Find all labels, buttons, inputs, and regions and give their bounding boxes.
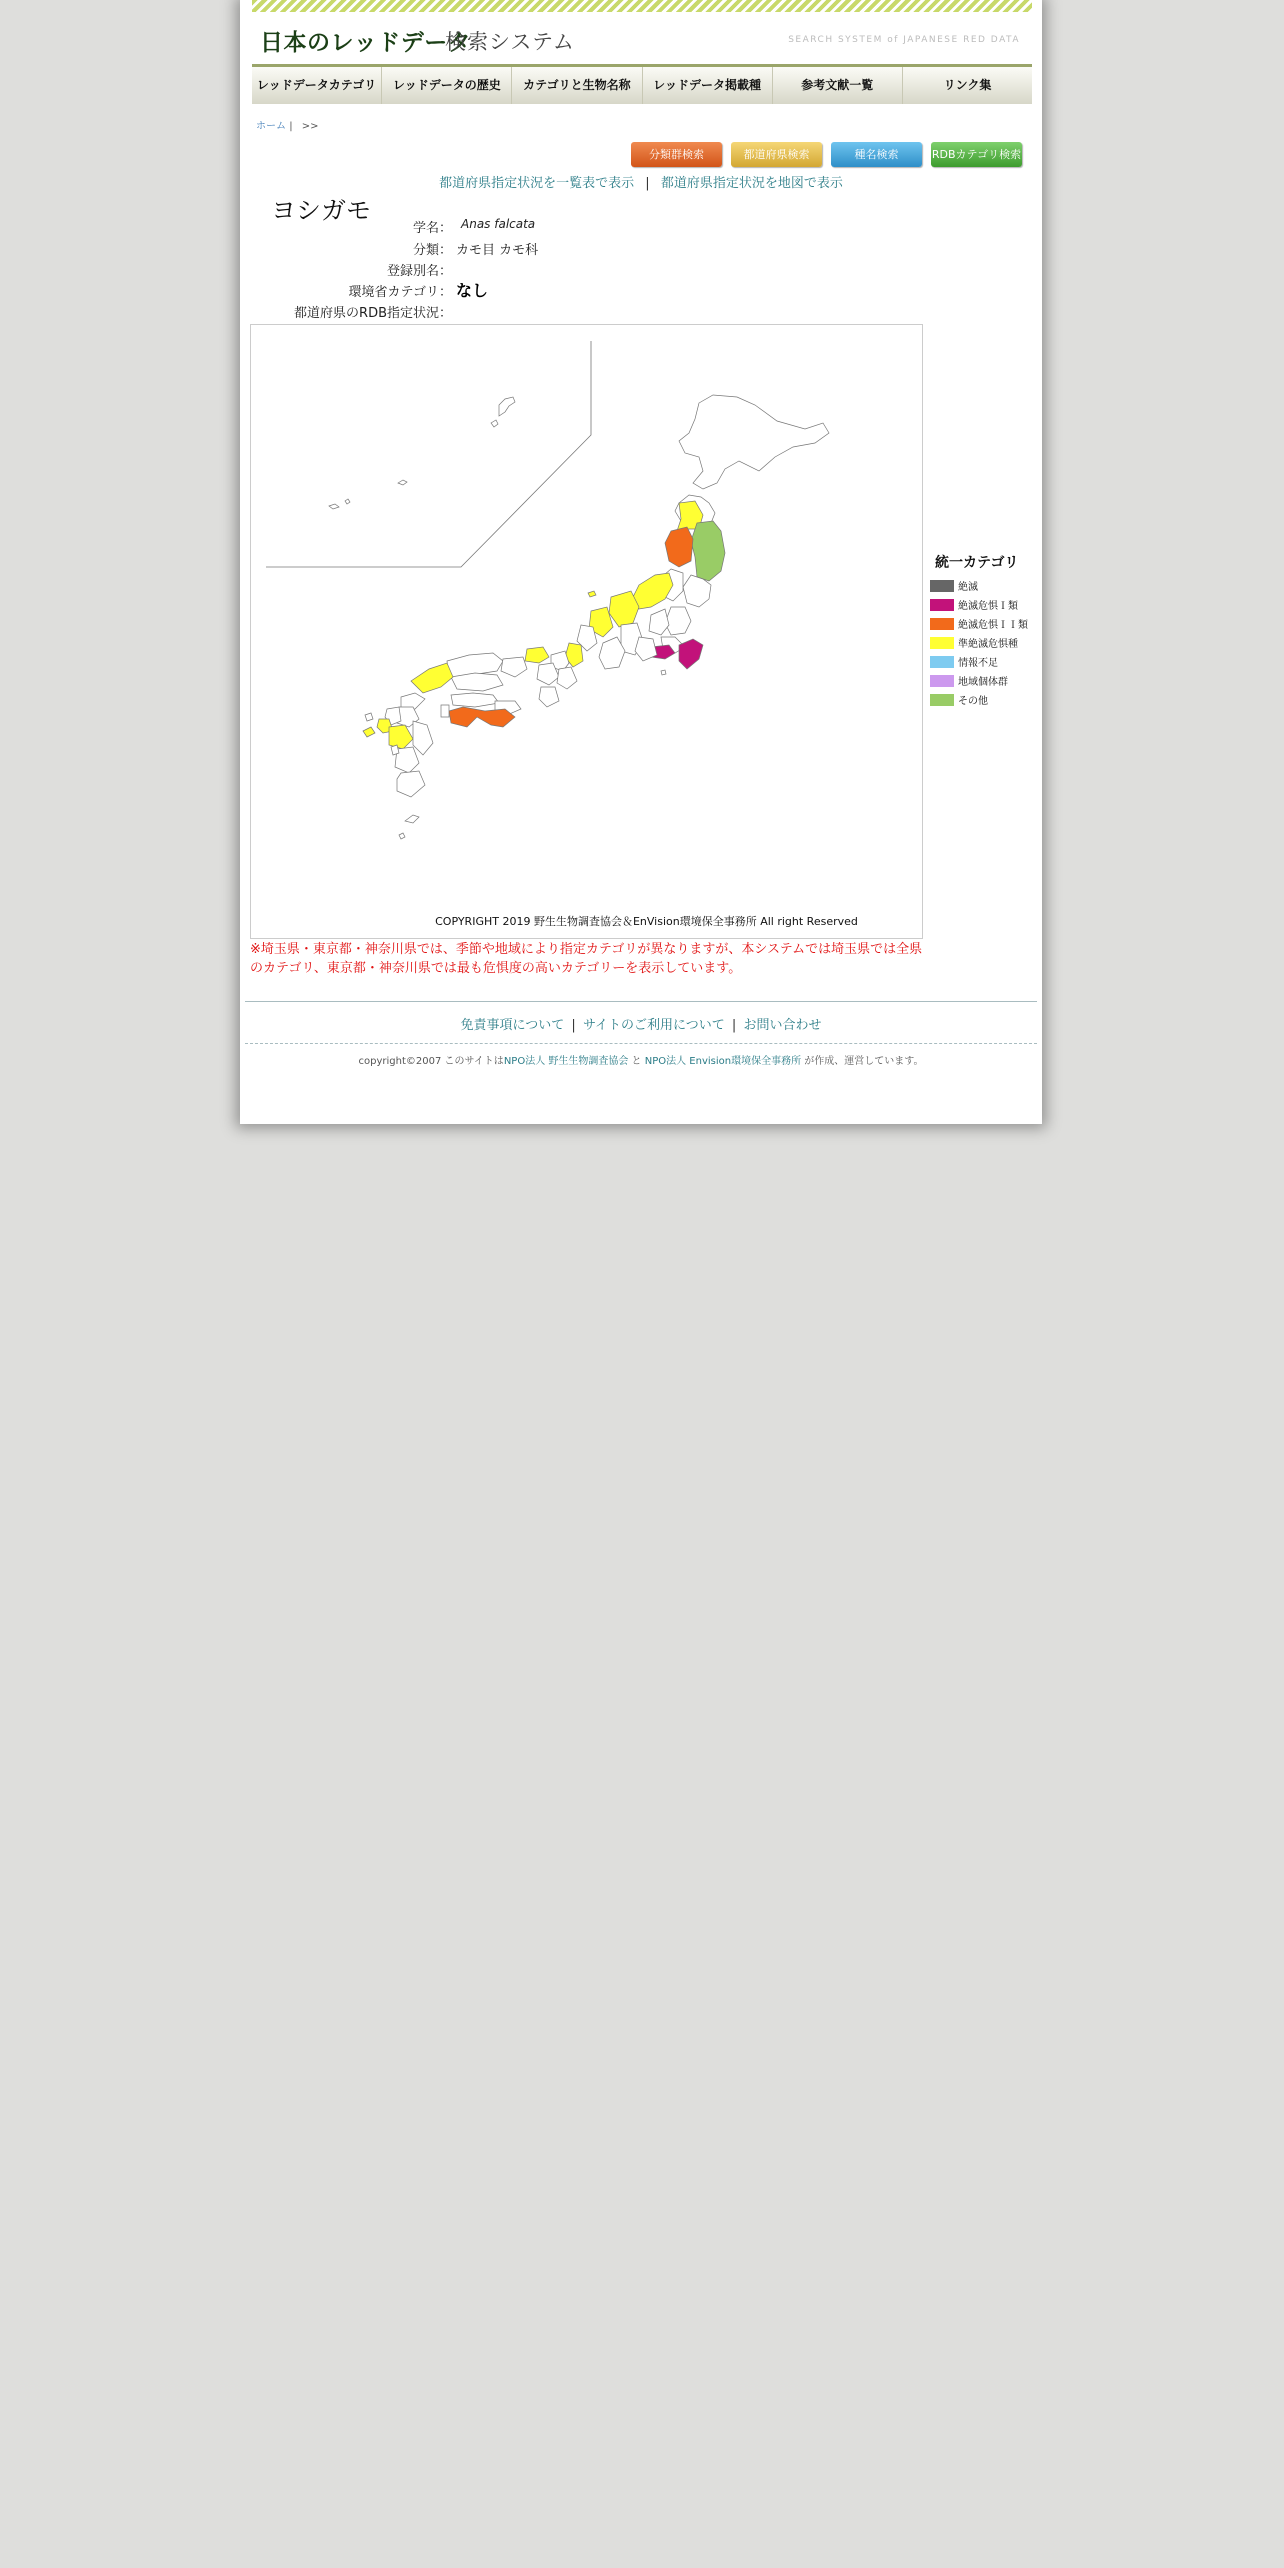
nav-item-listed-species[interactable]: レッドデータ掲載種 [643,67,773,104]
org2-link[interactable]: NPO法人 Envision環境保全事務所 [644,1056,802,1067]
japan-map [250,324,923,939]
show-as-list-link[interactable]: 都道府県指定状況を一覧表で表示 [439,176,635,191]
prefecture-rdb-status-label: 都道府県のRDB指定状況： [294,306,452,321]
footer-separator: | [571,1018,576,1033]
species-name: ヨシガモ [271,196,372,225]
legend-swatch [930,580,954,592]
page-container [240,0,1042,1124]
classification-label: 分類： [412,243,452,258]
nav-item-redata-history[interactable]: レッドデータの歴史 [382,67,512,104]
site-logo-english: SEARCH SYSTEM of JAPANESE RED DATA [788,35,1020,45]
legend-item-cr-en [930,595,1028,614]
nav-item-links[interactable]: リンク集 [943,78,992,92]
taxon-search-button[interactable]: 分類群検索 [631,142,722,167]
legend-item-vu [930,614,1028,633]
footer-separator: | [731,1018,737,1033]
env-category-label: 環境省カテゴリ： [348,285,452,300]
credit-suffix: が作成、運営しています。 [801,1056,924,1067]
legend-swatch [930,618,954,630]
legend-label: その他 [958,696,988,707]
footer-divider [245,1001,1037,1002]
credit-prefix: copyright©2007 このサイトは [358,1056,504,1067]
scientific-name-value: Anas falcata [461,217,536,231]
site-usage-link[interactable]: サイトのご利用について [582,1018,725,1033]
legend-item-nt [930,633,1028,652]
legend-label: 地域個体群 [958,677,1008,688]
credit-and: と [628,1056,645,1067]
legend-item-lp [930,671,1028,690]
category-note: ※埼玉県・東京都・神奈川県では、季節や地域により指定カテゴリが異なりますが、本システムでは埼玉県では全県のカテゴリ、東京都・神奈川県では最も危惧度の高いカテゴリーを表示しています。 [250,942,923,976]
legend-swatch [930,599,954,611]
site-logo-subtitle: 検索システム [445,30,575,54]
header-stripe [252,0,1032,12]
view-mode-links [240,172,1042,191]
breadcrumb-arrow: >> [301,121,319,132]
map-legend [930,552,1028,709]
legend-label: 情報不足 [958,658,998,669]
site-logo-title[interactable]: 日本のレッドデータ [260,30,472,56]
species-name-search-button[interactable]: 種名検索 [831,142,922,167]
breadcrumb-home-link[interactable]: ホーム [256,121,286,132]
legend-swatch [930,656,954,668]
map-copyright: COPYRIGHT 2019 野生生物調査協会＆EnVision環境保全事務所 All right Reserved [435,915,858,928]
breadcrumb-separator: | [289,121,293,132]
legend-label: 絶滅危惧Ｉ類 [958,601,1018,612]
footer-links [240,1014,1042,1033]
legend-swatch [930,694,954,706]
rdb-category-search-button[interactable]: RDBカテゴリ検索 [931,142,1022,167]
disclaimer-link[interactable]: 免責事項について [460,1018,565,1033]
show-as-map-link[interactable]: 都道府県指定状況を地図で表示 [660,176,843,191]
footer-credit [240,1052,1042,1067]
nav-item-redata-category[interactable]: レッドデータカテゴリ [252,67,382,104]
legend-label: 準絶滅危惧種 [958,639,1018,650]
legend-swatch [930,675,954,687]
footer-dashed-divider [245,1043,1037,1044]
nav-item-category-species-names[interactable]: カテゴリと生物名称 [512,67,642,104]
legend-label: 絶滅危惧ＩＩ類 [958,620,1028,631]
classification-value: カモ目 カモ科 [456,243,539,258]
prefecture-search-button[interactable]: 都道府県検索 [731,142,822,167]
legend-item-other [930,690,1028,709]
legend-item-dd [930,652,1028,671]
legend-item-extinct [930,576,1028,595]
env-category-value: なし [456,281,489,300]
view-links-separator: | [645,176,650,191]
contact-link[interactable]: お問い合わせ [743,1018,822,1033]
legend-title: 統一カテゴリ [935,555,1019,571]
nav-item-references[interactable]: 参考文献一覧 [773,67,903,104]
legend-swatch [930,637,954,649]
org1-link[interactable]: NPO法人 野生生物調査協会 [503,1056,629,1067]
alias-label: 登録別名： [386,264,452,279]
japan-map-svg [251,325,922,938]
main-nav [252,64,1032,104]
breadcrumb [256,117,319,132]
legend-label: 絶滅 [958,582,978,593]
scientific-name-label: 学名： [412,221,452,236]
